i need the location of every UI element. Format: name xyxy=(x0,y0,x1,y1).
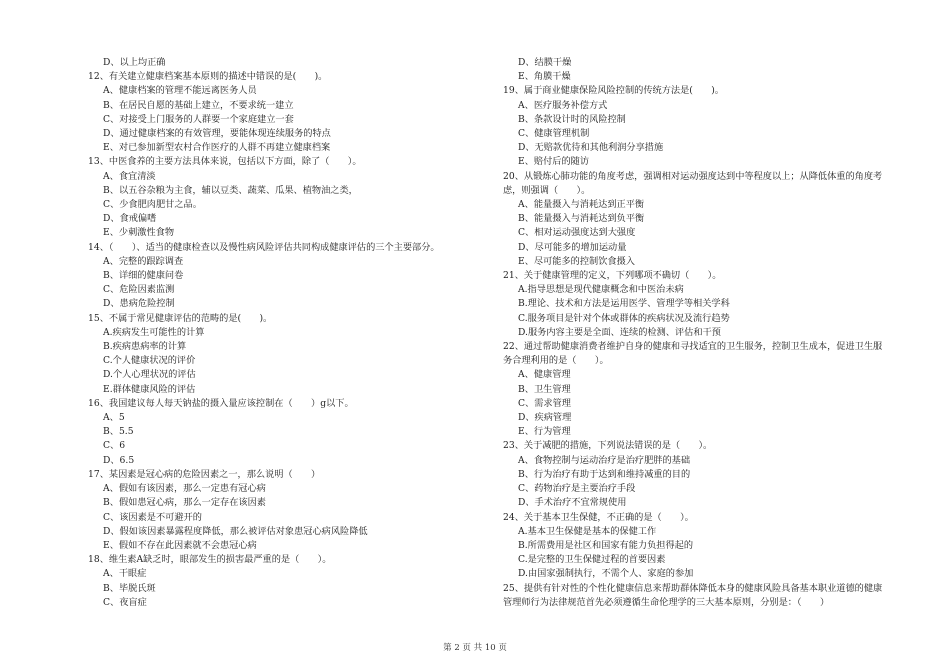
answer-option: B、详细的健康问卷 xyxy=(103,270,184,282)
answer-option: D、患病危险控制 xyxy=(103,298,175,310)
answer-option: C.服务项目是针对个体或群体的疾病状况及流行趋势 xyxy=(518,312,730,324)
answer-option: E、行为管理 xyxy=(518,426,571,438)
answer-option: D、结膜干燥 xyxy=(518,57,572,68)
question-stem: 19、属于商业健康保险风险控制的传统方法是( )。 xyxy=(503,85,724,97)
question-stem: 21、关于健康管理的定义，下列哪项不确切（ ）。 xyxy=(503,270,722,282)
question-stem: 17、某因素是冠心病的危险因素之一，那么说明（ ） xyxy=(88,468,321,480)
answer-option: D.由国家强制执行，不需个人、家庭的参加 xyxy=(518,568,694,580)
answer-option: A、健康档案的管理不能远离医务人员 xyxy=(103,85,257,97)
answer-option: D.服务内容主要是全面、连续的检测、评估和干预 xyxy=(518,326,721,338)
answer-option: A、食物控制与运动治疗是治疗肥胖的基础 xyxy=(518,454,691,466)
answer-option: E.群体健康风险的评估 xyxy=(103,383,196,395)
answer-option: C.是完整的卫生保健过程的首要因素 xyxy=(518,554,666,566)
answer-option: A、食宜清淡 xyxy=(103,170,156,182)
question-stem: 23、关于减肥的措施，下列说法错误的是（ ）。 xyxy=(503,440,713,452)
question-stem: 24、关于基本卫生保健，不正确的是（ ）。 xyxy=(503,511,694,523)
question-stem-continued: 管理师行为法律规范首先必须遵循生命伦理学的三大基本原则，分别是：（ ） xyxy=(503,596,830,608)
answer-option: D、手术治疗不宜常规使用 xyxy=(518,497,627,509)
answer-option: C、危险因素监测 xyxy=(103,284,175,296)
answer-option: C、夜盲症 xyxy=(103,596,147,608)
answer-option: A、5 xyxy=(103,412,125,424)
answer-option: A.指导思想是现代健康概念和中医治未病 xyxy=(518,284,684,296)
right-column xyxy=(503,56,913,610)
answer-option: B、条款设计时的风险控制 xyxy=(518,113,626,125)
question-stem: 20、从锻炼心肺功能的角度考虑，强调相对运动强度达到中等程度以上；从降低体重的角度考 xyxy=(503,170,883,182)
answer-option: C、健康管理机制 xyxy=(518,128,590,140)
answer-option: B、卫生管理 xyxy=(518,383,571,395)
answer-option: B、以五谷杂粮为主食，辅以豆类、蔬菜、瓜果、植物油之类， xyxy=(103,184,358,196)
answer-option: A、假如有该因素，那么一定患有冠心病 xyxy=(103,483,266,495)
answer-option: E、角膜干燥 xyxy=(518,71,571,83)
answer-option: B、毕脱氏斑 xyxy=(103,582,156,594)
question-stem: 16、我国建议每人每天钠盐的摄入量应该控制在（ ）g以下。 xyxy=(88,397,354,409)
answer-option: D.个人心理状况的评估 xyxy=(103,369,196,381)
answer-option: A、干眼症 xyxy=(103,568,147,580)
left-column xyxy=(88,56,488,610)
answer-option: D、无赔款优待和其他利润分享措施 xyxy=(518,142,664,154)
answer-option: B、能量摄入与消耗达到负平衡 xyxy=(518,213,645,225)
answer-option: D、食戒偏嗜 xyxy=(103,213,157,225)
answer-option: A、医疗服务补偿方式 xyxy=(518,99,608,111)
question-stem: 13、中医食养的主要方法具体来说，包括以下方面，除了（ ）。 xyxy=(88,156,362,168)
question-stem: 22、通过帮助健康消费者维护自身的健康和寻找适宜的卫生服务，控制卫生成本，促进卫生服 xyxy=(503,341,883,353)
question-stem: 12、有关建立健康档案基本原则的描述中错误的是( )。 xyxy=(88,71,328,83)
answer-option: E、对已参加新型农村合作医疗的人群不再建立健康档案 xyxy=(103,142,331,154)
answer-option: C、该因素是不可避开的 xyxy=(103,511,202,523)
answer-option: B、5.5 xyxy=(103,426,134,438)
answer-option: C.个人健康状况的评价 xyxy=(103,355,196,367)
answer-option: D、尽可能多的增加运动量 xyxy=(518,241,627,253)
answer-option: D、以上均正确 xyxy=(103,57,166,68)
answer-option: D、通过健康档案的有效管理，要能体现连续服务的特点 xyxy=(103,128,331,140)
answer-option: C、对接受上门服务的人群要一个家庭建立一套 xyxy=(103,113,294,125)
answer-option: B.所需费用是社区和国家有能力负担得起的 xyxy=(518,539,694,551)
question-stem: 18、维生素A缺乏时，眼部发生的损害最严重的是（ ）。 xyxy=(88,554,332,566)
answer-option: E、假如不存在此因素就不会患冠心病 xyxy=(103,539,257,551)
answer-option: A、完整的跟踪调查 xyxy=(103,255,184,267)
answer-option: A、能量摄入与消耗达到正平衡 xyxy=(518,199,645,211)
question-stem-continued: 虑，则强调（ ）。 xyxy=(503,184,591,196)
answer-option: D、疾病管理 xyxy=(518,412,572,424)
answer-option: D、假如该因素暴露程度降低，那么被评估对象患冠心病风险降低 xyxy=(103,525,368,537)
answer-option: E、尽可能多的控制饮食摄入 xyxy=(518,255,635,267)
question-stem-continued: 务合理利用的是（ ）。 xyxy=(503,355,609,367)
answer-option: A.疾病发生可能性的计算 xyxy=(103,326,205,338)
answer-option: C、少食肥肉肥甘之品。 xyxy=(103,199,202,211)
answer-option: C、药物治疗是主要治疗手段 xyxy=(518,483,636,495)
question-stem: 15、不属于常见健康评估的范畴的是( )。 xyxy=(88,312,273,324)
answer-option: C、6 xyxy=(103,440,126,452)
answer-option: B.疾病患病率的计算 xyxy=(103,341,187,353)
answer-option: C、相对运动强度达到大强度 xyxy=(518,227,636,239)
question-stem: 25、提供有针对性的个性化健康信息来帮助群体降低本身的健康风险具备基本职业道德的健康 xyxy=(503,582,883,594)
answer-option: E、少刺激性食物 xyxy=(103,227,175,239)
answer-option: B、行为治疗有助于达到和维持减重的目的 xyxy=(518,468,691,480)
answer-option: C、需求管理 xyxy=(518,397,571,409)
answer-option: B、在居民自愿的基础上建立，不要求统一建立 xyxy=(103,99,294,111)
answer-option: A.基本卫生保健是基本的保健工作 xyxy=(518,525,657,537)
answer-option: A、健康管理 xyxy=(518,369,571,381)
page-footer: 第 2 页 共 10 页 xyxy=(443,643,507,653)
answer-option: B.理论、技术和方法是运用医学、管理学等相关学科 xyxy=(518,298,730,310)
answer-option: B、假如患冠心病，那么一定存在该因素 xyxy=(103,497,266,509)
answer-option: E、赔付后的随访 xyxy=(518,156,590,168)
question-stem: 14、（ ）、适当的健康检查以及慢性病风险评估共同构成健康评估的三个主要部分。 xyxy=(88,241,440,253)
answer-option: D、6.5 xyxy=(103,454,135,466)
